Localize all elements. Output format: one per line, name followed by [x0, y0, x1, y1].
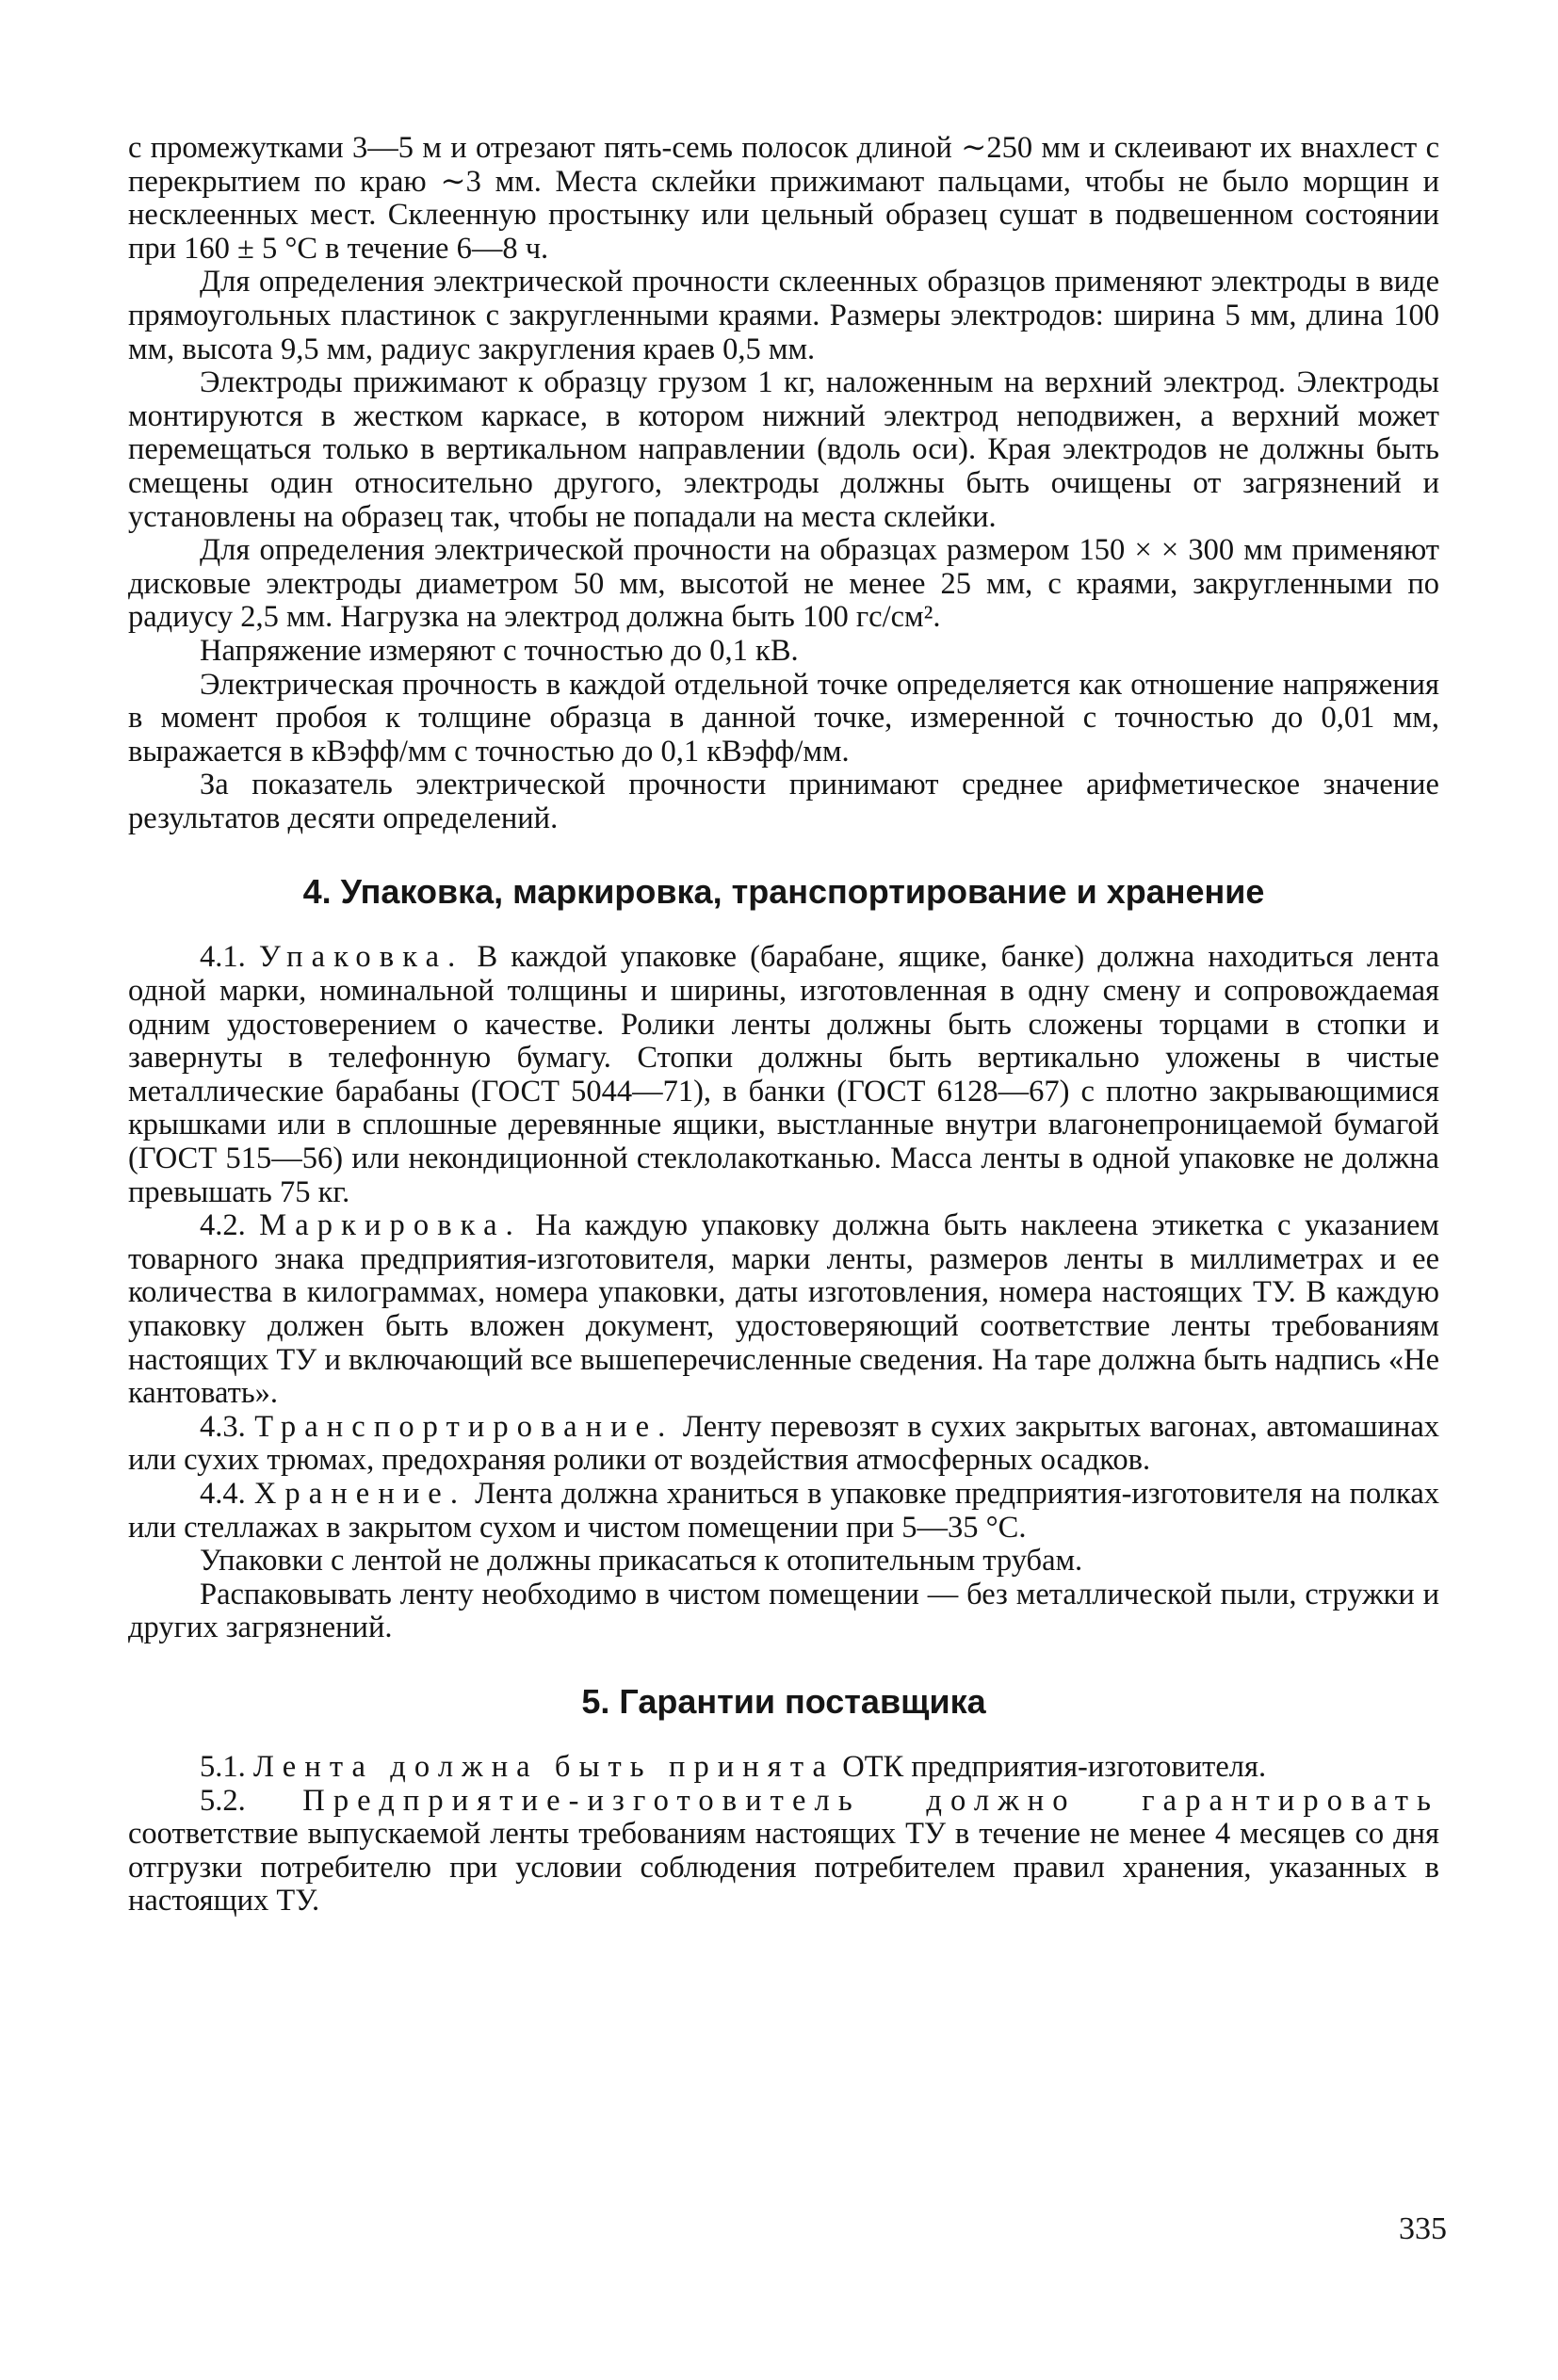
paragraph-heating-pipes: Упаковки с лентой не должны прикасаться к отопительным трубам.: [200, 1544, 1083, 1579]
clause-term: Маркировка.: [259, 1208, 522, 1243]
section-4-heading: 4. Упаковка, маркировка, транспортирование и хранение: [302, 872, 1265, 912]
clause-term: Транспортирование.: [254, 1409, 674, 1444]
clause-4-2: [128, 1209, 1439, 1411]
clause-4-3: [128, 1411, 1439, 1478]
clause-4-1: [128, 941, 1439, 1209]
clause-text: Ленту перевозят в сухих закрытых вагонах, автомашинах или сухих трюмах, предохраняя ролики от воздействия атмосферных осадков.: [128, 1409, 1440, 1478]
paragraph-electrodes: Для определения электрической прочности склеенных образцов применяют электроды в виде прямоугольных пластинок с закругленными краями. Размеры электродов: ширина 5 мм, длина 100 мм, высота 9,5 мм, радиус закругления краев 0,5 мм.: [128, 265, 1439, 366]
clause-5-1: [128, 1751, 1439, 1785]
clause-text: На каждую упаковку должна быть наклеена этикетка с указанием товарного знака предприятия-изготовителя, марки ленты, размеров ленты в миллиметрах и ее количества в килограммах, номера упаковки, даты изготовления, номера настоящих ТУ. В каждую упаковку должен быть вложен документ, удостоверяющий соответствие ленты требованиям настоящих ТУ и включающий все вышеперечисленные сведения. На таре должна быть надпись «Не кантовать».: [128, 1208, 1440, 1411]
clause-term: Предприятие-изготовитель должно гарантировать: [302, 1783, 1439, 1818]
clause-term: Упаковка.: [258, 940, 464, 975]
clause-term: Лента должна быть принята: [252, 1749, 836, 1784]
section-5-heading: 5. Гарантии поставщика: [581, 1681, 986, 1721]
page-number: 335: [1399, 2211, 1447, 2246]
paragraph-voltage-accuracy: Напряжение измеряют с точностью до 0,1 кВ.: [200, 633, 799, 668]
clause-text: ОТК предприятия-изготовителя.: [842, 1749, 1267, 1784]
clause-number: 4.3.: [200, 1409, 246, 1444]
clause-number: 4.2.: [200, 1208, 246, 1243]
paragraph-disk-electrodes: Для определения электрической прочности на образцах размером 150 × × 300 мм применяют дисковые электроды диаметром 50 мм, высотой не менее 25 мм, с краями, закругленными по радиусу 2,5 мм. Нагрузка на электрод должна быть 100 гс/см².: [128, 533, 1439, 635]
clause-text: соответствие выпускаемой ленты требованиям настоящих ТУ в течение не менее 4 месяцев со дня отгрузки потребителю при условии соблюдения потребителем правил хранения, указанных в настоящих ТУ.: [128, 1817, 1439, 1919]
clause-number: 4.4.: [200, 1476, 246, 1511]
clause-term: Хранение.: [253, 1476, 467, 1511]
clause-number: 5.1.: [200, 1749, 246, 1784]
clause-number: 4.1.: [200, 940, 246, 975]
paragraph-drying: с промежутками 3—5 м и отрезают пять-семь полосок длиной ∼250 мм и склеивают их внахлест с перекрытием по краю ∼3 мм. Места склейки прижимают пальцами, чтобы не было морщин и несклеенных мест. Склеенную простынку или цельный образец сушат в подвешенном состоянии при 160 ± 5 °С в течение 6—8 ч.: [128, 131, 1439, 266]
clause-number: 5.2.: [200, 1783, 246, 1818]
paragraph-strength-definition: Электрическая прочность в каждой отдельной точке определяется как отношение напряжения в момент пробоя к толщине образца в данной точке, измеренной с точностью до 0,01 мм, выражается в кВэфф/мм с точностью до 0,1 кВэфф/мм.: [128, 667, 1439, 769]
clause-5-2: [128, 1785, 1439, 1919]
clause-4-4: [128, 1478, 1439, 1545]
clause-text: Лента должна храниться в упаковке предприятия-изготовителя на полках или стеллажах в закрытом сухом и чистом помещении при 5—35 °С.: [128, 1476, 1439, 1545]
document-page: [128, 132, 1439, 1919]
paragraph-unpacking: Распаковывать ленту необходимо в чистом помещении — без металлической пыли, стружки и других загрязнений.: [128, 1577, 1439, 1645]
clause-text: В каждой упаковке (барабане, ящике, банке) должна находиться лента одной марки, номинальной толщины и ширины, изготовленная в одну смену и сопровождаемая одним удостоверением о качестве. Ролики ленты должны быть сложены торцами в стопки и завернуты в телефонную бумагу. Стопки должны быть вертикально уложены в чистые металлические барабаны (ГОСТ 5044—71), в банки (ГОСТ 6128—67) с плотно закрывающимися крышками или в сплошные деревянные ящики, выстланные внутри влагонепроницаемой бумагой (ГОСТ 515—56) или некондиционной стеклолакотканью. Масса ленты в одной упаковке не должна превышать 75 кг.: [128, 940, 1440, 1209]
paragraph-average: За показатель электрической прочности принимают среднее арифметическое значение результатов десяти определений.: [128, 768, 1439, 835]
paragraph-electrode-mounting: Электроды прижимают к образцу грузом 1 кг, наложенным на верхний электрод. Электроды монтируются в жестком каркасе, в котором нижний электрод неподвижен, а верхний может перемещаться только в вертикальном направлении (вдоль оси). Края электродов не должны быть смещены один относительно другого, электроды должны быть очищены от загрязнений и установлены на образец так, чтобы не попадали на места склейки.: [128, 365, 1439, 534]
